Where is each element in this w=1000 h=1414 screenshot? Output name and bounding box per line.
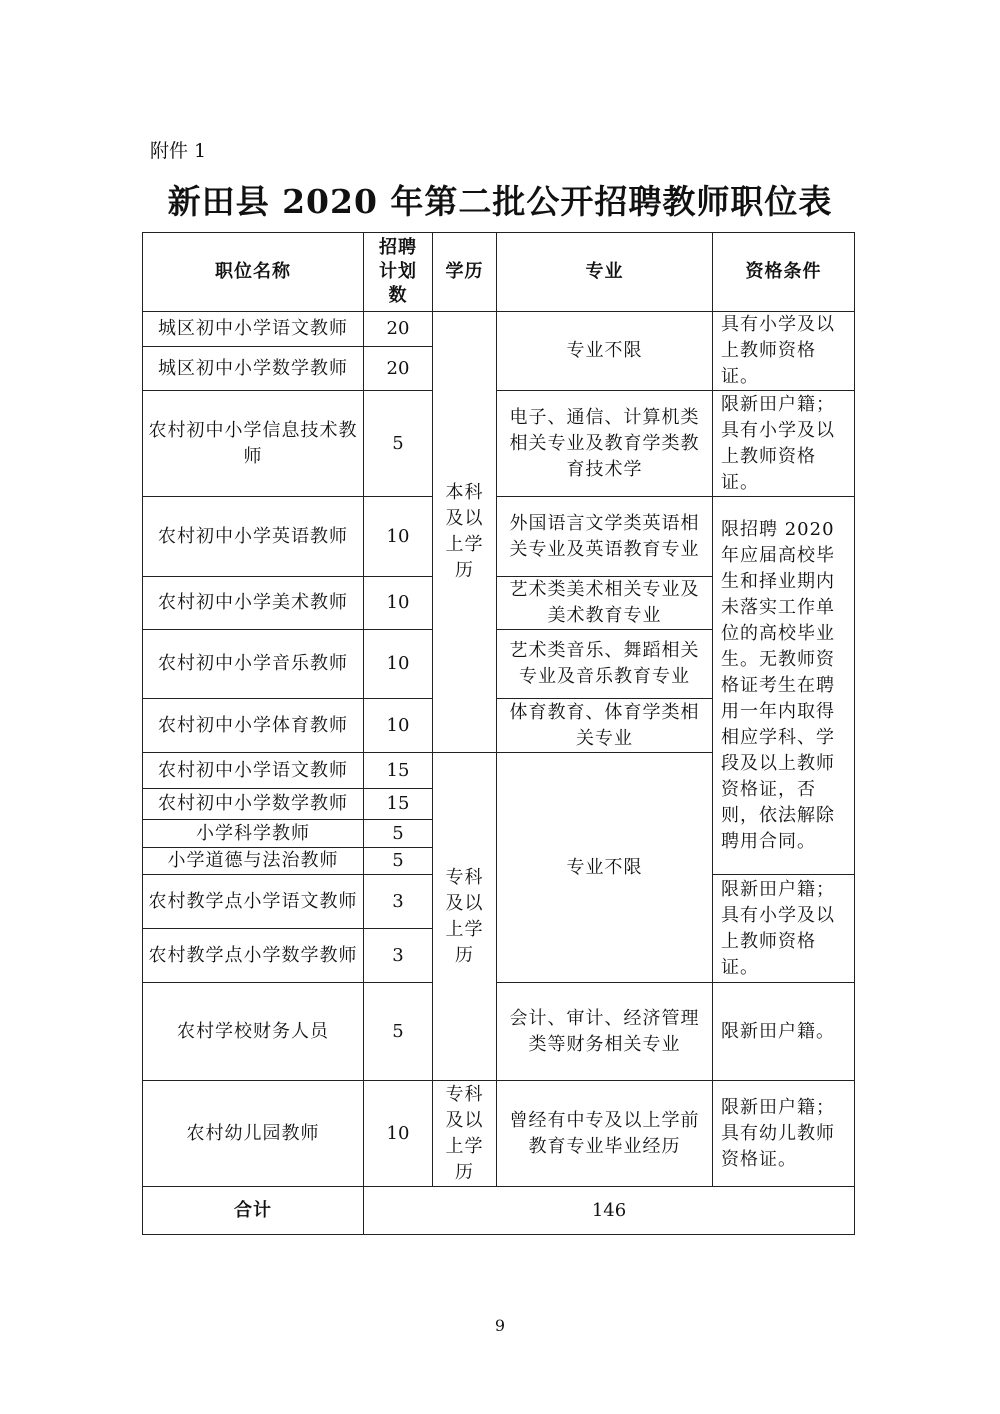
attachment-label: 附件 1 bbox=[150, 140, 207, 162]
education-cell: 专科及以上学历 bbox=[433, 1081, 497, 1187]
position-name: 农村初中小学语文教师 bbox=[143, 753, 364, 789]
position-name: 农村初中小学美术教师 bbox=[143, 577, 364, 630]
qualification-cell: 限新田户籍；具有幼儿教师资格证。 bbox=[713, 1081, 855, 1187]
education-cell: 本科及以上学历 bbox=[433, 312, 497, 753]
major-cell: 艺术类美术相关专业及美术教育专业 bbox=[497, 577, 713, 630]
table-row bbox=[143, 983, 855, 1081]
position-name: 农村幼儿园教师 bbox=[143, 1081, 364, 1187]
position-name: 农村教学点小学语文教师 bbox=[143, 875, 364, 929]
position-name: 农村初中小学数学教师 bbox=[143, 789, 364, 820]
header-qualification: 资格条件 bbox=[713, 233, 855, 312]
total-value: 146 bbox=[364, 1187, 855, 1235]
qualification-cell: 具有小学及以上教师资格证。 bbox=[713, 312, 855, 391]
page-number: 9 bbox=[494, 1316, 506, 1335]
major-cell: 体育教育、体育学类相关专业 bbox=[497, 699, 713, 753]
plan-count: 10 bbox=[364, 497, 433, 577]
table-row bbox=[143, 1081, 855, 1187]
plan-count: 5 bbox=[364, 983, 433, 1081]
total-label: 合计 bbox=[143, 1187, 364, 1235]
header-major: 专业 bbox=[497, 233, 713, 312]
plan-count: 5 bbox=[364, 820, 433, 848]
position-name: 小学科学教师 bbox=[143, 820, 364, 848]
position-name: 城区初中小学数学教师 bbox=[143, 347, 364, 391]
plan-count: 5 bbox=[364, 848, 433, 875]
plan-count: 3 bbox=[364, 875, 433, 929]
header-position: 职位名称 bbox=[143, 233, 364, 312]
table-row bbox=[143, 391, 855, 497]
major-cell: 专业不限 bbox=[497, 753, 713, 983]
positions-table bbox=[142, 232, 855, 1235]
plan-count: 10 bbox=[364, 630, 433, 699]
plan-count: 20 bbox=[364, 347, 433, 391]
education-cell: 专科及以上学历 bbox=[433, 753, 497, 1081]
table-row bbox=[143, 312, 855, 347]
qualification-cell: 限招聘 2020 年应届高校毕生和择业期内未落实工作单位的高校毕业生。无教师资格证考生在聘用一年内取得相应学科、学段及以上教师资格证，否则，依法解除聘用合同。 bbox=[713, 497, 855, 875]
page-title: 新田县 2020 年第二批公开招聘教师职位表 bbox=[167, 182, 833, 221]
plan-count: 10 bbox=[364, 699, 433, 753]
qualification-cell: 限新田户籍；具有小学及以上教师资格证。 bbox=[713, 391, 855, 497]
position-name: 城区初中小学语文教师 bbox=[143, 312, 364, 347]
plan-count: 15 bbox=[364, 753, 433, 789]
major-cell: 曾经有中专及以上学前教育专业毕业经历 bbox=[497, 1081, 713, 1187]
major-cell: 电子、通信、计算机类相关专业及教育学类教育技术学 bbox=[497, 391, 713, 497]
header-plan: 招聘计划数 bbox=[364, 233, 433, 312]
plan-count: 20 bbox=[364, 312, 433, 347]
plan-count: 10 bbox=[364, 577, 433, 630]
position-name: 农村初中小学英语教师 bbox=[143, 497, 364, 577]
position-name: 小学道德与法治教师 bbox=[143, 848, 364, 875]
position-name: 农村初中小学信息技术教师 bbox=[143, 391, 364, 497]
plan-count: 10 bbox=[364, 1081, 433, 1187]
plan-count: 15 bbox=[364, 789, 433, 820]
header-education: 学历 bbox=[433, 233, 497, 312]
major-cell: 专业不限 bbox=[497, 312, 713, 391]
table-row bbox=[143, 497, 855, 577]
plan-count: 3 bbox=[364, 929, 433, 983]
position-name: 农村初中小学音乐教师 bbox=[143, 630, 364, 699]
position-name: 农村学校财务人员 bbox=[143, 983, 364, 1081]
plan-count: 5 bbox=[364, 391, 433, 497]
major-cell: 艺术类音乐、舞蹈相关专业及音乐教育专业 bbox=[497, 630, 713, 699]
total-row bbox=[143, 1187, 855, 1235]
qualification-cell: 限新田户籍；具有小学及以上教师资格证。 bbox=[713, 875, 855, 983]
major-cell: 会计、审计、经济管理类等财务相关专业 bbox=[497, 983, 713, 1081]
major-cell: 外国语言文学类英语相关专业及英语教育专业 bbox=[497, 497, 713, 577]
qualification-cell: 限新田户籍。 bbox=[713, 983, 855, 1081]
table-header-row bbox=[143, 233, 855, 312]
position-name: 农村初中小学体育教师 bbox=[143, 699, 364, 753]
position-name: 农村教学点小学数学教师 bbox=[143, 929, 364, 983]
